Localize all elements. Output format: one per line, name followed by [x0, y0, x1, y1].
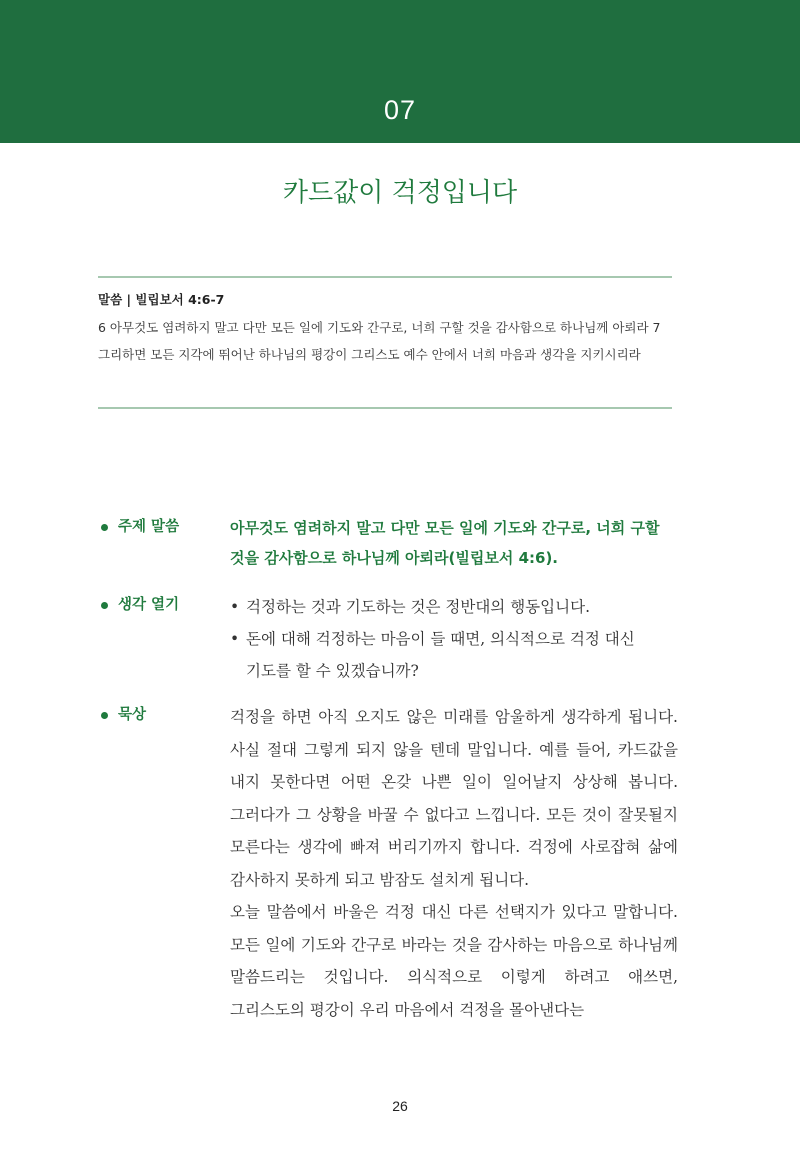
list-item: • 걱정하는 것과 기도하는 것은 정반대의 행동입니다. [230, 591, 678, 623]
thought-label-text: 생각 열기 [118, 597, 180, 613]
scripture-bottom-rule [98, 407, 672, 409]
thought-list [230, 591, 678, 687]
thought-section [98, 591, 678, 687]
thought-label [98, 591, 230, 687]
theme-label [98, 513, 230, 573]
scripture-reference: 말씀 | 빌립보서 4:6-7 [98, 292, 225, 307]
chapter-number: 07 [383, 95, 417, 125]
meditation-paragraph: 걱정을 하면 아직 오지도 않은 미래를 암울하게 생각하게 됩니다. 사실 절대 그렇게 되지 않을 텐데 말입니다. 예를 들어, 카드값을 내지 못한다면 어떤 온갖 나쁜 일이 일어날지 상상해 봅니다. 그러다가 그 상황을 바꿀 수 없다고 느낍니다. 모든 것이 잘못될지 모른다는 생각에 빠져 버리기까지 합니다. 걱정에 사로잡혀 삶에 감사하지 못하게 되고 밤잠도 설치게 됩니다. [230, 708, 678, 889]
list-item: • 돈에 대해 걱정하는 마음이 들 때면, 의식적으로 걱정 대신 기도를 할 수 있겠습니까? [230, 623, 678, 687]
theme-section [98, 513, 678, 573]
scripture-top-rule [98, 276, 672, 278]
page-number: 26 [392, 1098, 408, 1114]
theme-label-text: 주제 말씀 [118, 519, 180, 535]
chapter-title: 카드값이 걱정입니다 [282, 178, 518, 208]
meditation-section [98, 701, 678, 1026]
content-sections [98, 513, 678, 1026]
meditation-label [98, 701, 230, 1026]
meditation-label-text: 묵상 [118, 707, 147, 723]
list-bullet: • [230, 630, 240, 648]
bullet-dot-icon [101, 712, 108, 719]
scripture-box [98, 290, 676, 368]
scripture-text: 6 아무것도 염려하지 말고 다만 모든 일에 기도와 간구로, 너희 구할 것을 감사함으로 하나님께 아뢰라 7 그리하면 모든 지각에 뛰어난 하나님의 평강이 그리스도 예수 안에서 너희 마음과 생각을 지키시리라 [98, 320, 661, 362]
list-bullet: • [230, 598, 240, 616]
bullet-dot-icon [101, 524, 108, 531]
theme-text: 아무것도 염려하지 말고 다만 모든 일에 기도와 간구로, 너희 구할 것을 감사함으로 하나님께 아뢰라(빌립보서 4:6). [230, 519, 660, 567]
bullet-dot-icon [101, 602, 108, 609]
header-band [0, 0, 800, 143]
meditation-paragraph: 오늘 말씀에서 바울은 걱정 대신 다른 선택지가 있다고 말합니다. 모든 일에 기도와 간구로 바라는 것을 감사하는 마음으로 하나님께 말씀드리는 것입니다. 의식적으로 이렇게 하려고 애쓰면, 그리스도의 평강이 우리 마음에서 걱정을 몰아낸다는 [230, 903, 678, 1019]
